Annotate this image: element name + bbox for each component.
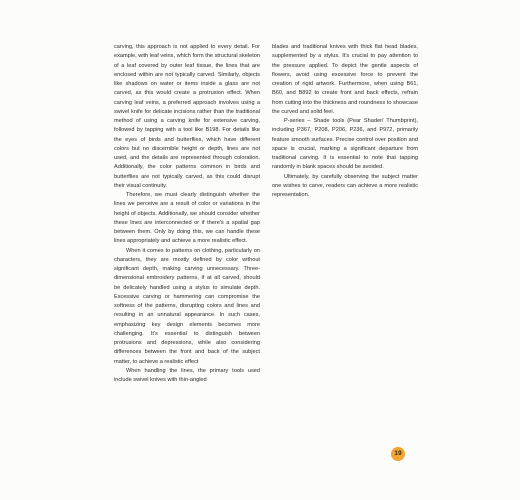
- paragraph: Therefore, we must clearly distinguish whether the lines we perceive are a result of color or variations in the height of objects. Additionally, we should consider whether these lines are interconnected or if there's a spatial gap between them. Only by doing this, we can handle these lines appropriately and achieve a more realistic effect.: [114, 192, 260, 245]
- paragraph: When handling the lines, the primary tools used include swivel knives with thin-angled: [114, 367, 260, 383]
- right-text-column: [272, 43, 418, 200]
- paragraph: blades and traditional knives with thick flat head blades, supplemented by a stylus. It's crucial to pay attention to the pressure applied. To depict the gentle aspects of flowers, avoid using excessive force to prevent the creation of rigid artwork. Furthermore, when using B61, B60, and B892 to create front and back effects, refrain from cutting into the thickness and roundness to showcase the curved and solid feel.: [272, 44, 418, 115]
- page-number-badge: 19: [391, 447, 405, 461]
- paragraph: Ultimately, by carefully observing the subject matter one wishes to carve, readers can achieve a more realistic representation.: [272, 173, 418, 198]
- paragraph: carving, this approach is not applied to every detail. For example, with leaf veins, which form the structural skeleton of a leaf covered by outer leaf tissue, the lines that are enclosed within are not typically carved. Similarly, objects like shadows on water or items inside a glass are not carved, as this would create a protrusion effect. When carving leaf veins, a preferred approach involves using a swivel knife for delicate incisions rather than the traditional method of using a carving knife for extensive carving, followed by tapping with a tool like B198. For details like the eyes of birds and butterflies, which have different colors but no discernible height or depth, lines are not used, and the details are represented through coloration. Additionally, the color patterns common in birds and butterflies are not typically carved, as this could disrupt their visual continuity.: [114, 44, 260, 189]
- paragraph: P-series – Shade tools (Pear Shader/ Thumbprint), including P367, P208, P206, P236, and P972, primarily feature smooth surfaces. Precise control over position and space is crucial, marking a significant departure from traditional carving. It is essential to note that tapping randomly in blank spaces should be avoided.: [272, 118, 418, 171]
- paragraph: When it comes to patterns on clothing, particularly on characters, they are mostly defined by color without significant depth, making carving unnecessary. Three-dimensional embroidery patterns, if at all carved, should be delicately handled using a stylus to simulate depth. Excessive carving or hammering can compromise the softness of the patterns, disrupting colors and lines and resulting in an unnatural appearance. In such cases, emphasizing key design elements becomes more challenging. It's essential to distinguish between protrusions and depressions, while also considering differences between the front and back of the subject matter, to achieve a realistic effect: [114, 247, 260, 365]
- left-text-column: [114, 43, 260, 385]
